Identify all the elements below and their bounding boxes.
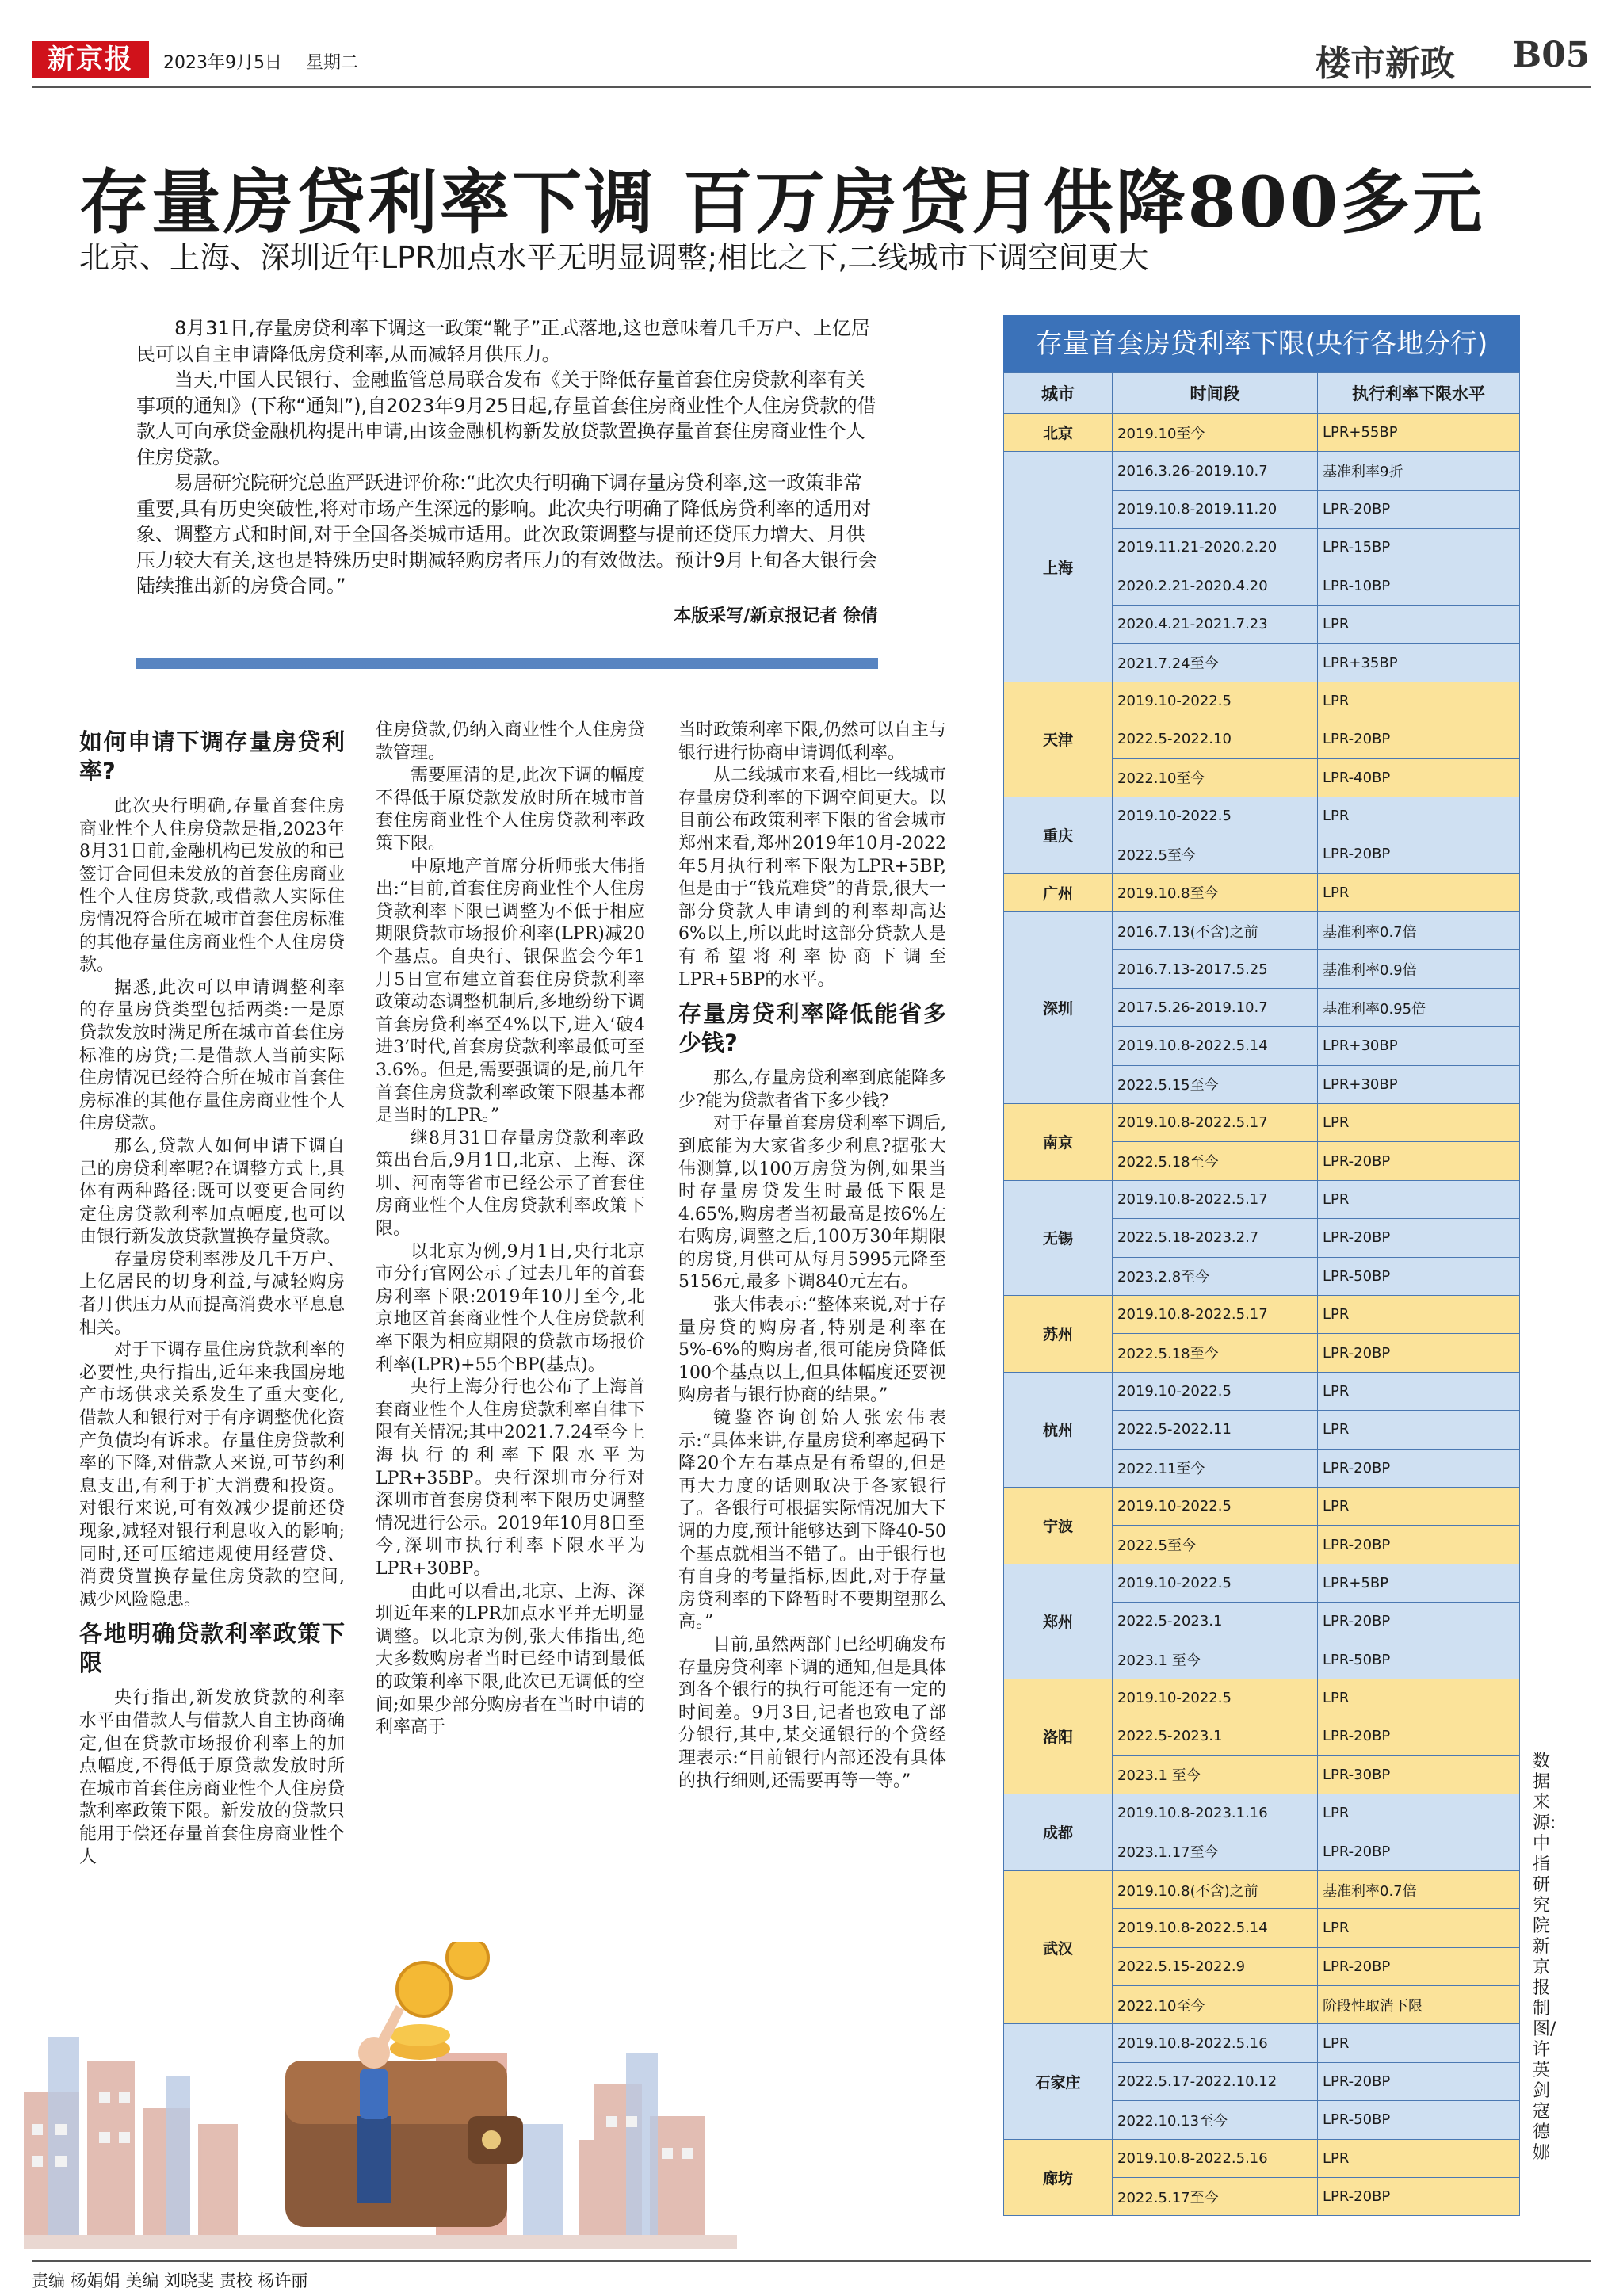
city-cell: 广州 (1004, 873, 1113, 911)
article-paragraph: 对于存量首套房贷利率下调后,到底能为大家省多少利息?据张大伟测算,以100万房贷为例,如果当时存量房贷发生时最低下限是4.65%,购房者当初最高是按6%左右购房,调整之后,100万30年期限的房贷,月供可从每月5995元降至5156元,最多下调840元左右。 (678, 1114, 946, 1293)
rate-cell: LPR+30BP (1318, 1065, 1520, 1103)
intro-divider (136, 658, 878, 669)
subheadline: 北京、上海、深圳近年LPR加点水平无明显调整;相比之下,二线城市下调空间更大 (79, 240, 1149, 275)
column-header-period: 时间段 (1113, 373, 1318, 414)
article-paragraph: 那么,贷款人如何申请下调自己的房贷利率呢?在调整方式上,具体有两种路径:既可以变更合同约定住房贷款利率加点幅度,也可以由银行新发放贷款置换存量贷款。 (79, 1136, 345, 1247)
rate-cell: LPR+30BP (1318, 1027, 1520, 1065)
article-paragraph: 由此可以看出,北京、上海、深圳近年来的LPR加点水平并无明显调整。以北京为例,张大伟指出,绝大多数购房者当时已经申请到最低的政策利率下限,此次已无调低的空间;如果少部分购房者在当时申请的利率高于 (376, 1581, 645, 1738)
period-cell: 2019.10-2022.5 (1113, 1487, 1318, 1525)
city-cell: 洛阳 (1004, 1679, 1113, 1794)
article-paragraph: 央行上海分行也公布了上海首套商业性个人住房贷款利率自律下限有关情况;其中2021.7.24至今上海执行的利率下限水平为LPR+35BP。央行深圳市分行对深圳市首套房贷利率下限历史调整情况进行公示。2019年10月8日至今,深圳市执行利率下限水平为LPR+30BP。 (376, 1377, 645, 1579)
period-cell: 2017.5.26-2019.10.7 (1113, 988, 1318, 1026)
period-cell: 2019.10.8-2022.5.17 (1113, 1104, 1318, 1142)
period-cell: 2022.5.18-2023.2.7 (1113, 1219, 1318, 1257)
city-cell: 北京 (1004, 414, 1113, 452)
period-cell: 2022.10至今 (1113, 758, 1318, 797)
article-column-3 (678, 720, 946, 1793)
period-cell: 2022.10.13至今 (1113, 2101, 1318, 2139)
article-column-1 (79, 720, 345, 1869)
period-cell: 2019.10.8-2022.5.17 (1113, 1295, 1318, 1333)
article-paragraph: 张大伟表示:“整体来说,对于存量房贷的购房者,特别是利率在5%-6%的购房者,很可能房贷降低100个基点以上,但具体幅度还要视购房者与银行协商的结果。” (678, 1295, 946, 1406)
rate-cell: 基准利率0.7倍 (1318, 912, 1520, 950)
period-cell: 2019.10.8-2022.5.16 (1113, 2024, 1318, 2062)
wallet-coins-illustration (24, 1942, 737, 2249)
city-cell: 无锡 (1004, 1180, 1113, 1295)
rate-cell: LPR-10BP (1318, 567, 1520, 605)
article-paragraph: 以北京为例,9月1日,央行北京市分行官网公示了过去几年的首套房利率下限:2019年10月至今,北京地区首套商业性个人住房贷款利率下限为相应期限的贷款市场报价利率(LPR)+55个BP(基点)。 (376, 1241, 645, 1375)
rate-cell: LPR+35BP (1318, 644, 1520, 682)
period-cell: 2019.10.8-2022.5.14 (1113, 1027, 1318, 1065)
period-cell: 2020.2.21-2020.4.20 (1113, 567, 1318, 605)
section-heading: 如何申请下调存量房贷利率? (79, 728, 345, 785)
rate-cell: LPR (1318, 1104, 1520, 1142)
rate-cell: LPR-20BP (1318, 2177, 1520, 2215)
table-row (1004, 1487, 1520, 1525)
article-column-2 (376, 720, 645, 1740)
period-cell: 2020.4.21-2021.7.23 (1113, 605, 1318, 643)
city-cell: 石家庄 (1004, 2024, 1113, 2139)
period-cell: 2022.5-2022.10 (1113, 720, 1318, 758)
footer-credits: 责编 杨娟娟 美编 刘晓斐 责校 杨许丽 (32, 2271, 308, 2290)
rate-cell: LPR-30BP (1318, 1755, 1520, 1794)
period-cell: 2019.10-2022.5 (1113, 1564, 1318, 1602)
rate-cell: LPR-40BP (1318, 758, 1520, 797)
rate-cell: LPR-20BP (1318, 1832, 1520, 1870)
table-row (1004, 1372, 1520, 1410)
article-paragraph: 据悉,此次可以申请调整利率的存量房贷类型包括两类:一是原贷款发放时满足所在城市首套住房标准的房贷;二是借款人当前实际住房情况已经符合所在城市首套住房标准的其他存量住房商业性个人住房贷款。 (79, 977, 345, 1134)
period-cell: 2016.7.13(不含)之前 (1113, 912, 1318, 950)
city-cell: 苏州 (1004, 1295, 1113, 1372)
rate-cell: LPR (1318, 797, 1520, 835)
rate-table (1003, 315, 1520, 2216)
intro-text (136, 315, 878, 599)
city-cell: 重庆 (1004, 797, 1113, 873)
table-row (1004, 2139, 1520, 2177)
rate-cell: LPR+5BP (1318, 1564, 1520, 1602)
period-cell: 2019.10.8-2019.11.20 (1113, 490, 1318, 528)
period-cell: 2019.10-2022.5 (1113, 797, 1318, 835)
city-cell: 廊坊 (1004, 2139, 1113, 2216)
rate-cell: LPR-20BP (1318, 1219, 1520, 1257)
period-cell: 2019.10.8-2022.5.17 (1113, 1180, 1318, 1218)
table-row (1004, 1794, 1520, 1832)
header-divider (32, 86, 1591, 88)
rate-cell: LPR (1318, 1372, 1520, 1410)
rate-cell: LPR (1318, 1679, 1520, 1717)
section-heading: 存量房贷利率降低能省多少钱? (678, 1000, 946, 1057)
rate-cell: 基准利率0.9倍 (1318, 950, 1520, 988)
rate-cell: LPR-20BP (1318, 835, 1520, 873)
section-title: 楼市新政 (1316, 44, 1455, 84)
period-cell: 2019.10.8-2022.5.14 (1113, 1909, 1318, 1947)
column-header-rate: 执行利率下限水平 (1318, 373, 1520, 414)
table-row (1004, 1564, 1520, 1602)
city-cell: 宁波 (1004, 1487, 1113, 1564)
table-row (1004, 912, 1520, 950)
rate-cell: LPR-15BP (1318, 529, 1520, 567)
rate-cell: LPR (1318, 1794, 1520, 1832)
article-paragraph: 那么,存量房贷利率到底能降多少?能为贷款者省下多少钱? (678, 1068, 946, 1111)
period-cell: 2022.5.17至今 (1113, 2177, 1318, 2215)
period-cell: 2022.5.15-2022.9 (1113, 1947, 1318, 1985)
rate-cell: LPR (1318, 1295, 1520, 1333)
section-heading: 各地明确贷款利率政策下限 (79, 1620, 345, 1677)
column-header-city: 城市 (1004, 373, 1113, 414)
period-cell: 2022.5-2022.11 (1113, 1411, 1318, 1449)
article-paragraph: 目前,虽然两部门已经明确发布存量房贷利率下调的通知,但是具体到各个银行的执行可能还有一定的时间差。9月3日,记者也致电了部分银行,其中,某交通银行的个贷经理表示:“目前银行内部还没有具体的执行细则,还需要再等一等。” (678, 1634, 946, 1791)
article-paragraph: 央行指出,新发放贷款的利率水平由借款人与借款人自主协商确定,但在贷款市场报价利率上的加点幅度,不得低于原贷款发放时所在城市首套住房商业性个人住房贷款利率政策下限。新发放的贷款只能用于偿还存量首套住房商业性个人 (79, 1688, 345, 1867)
rate-cell: LPR (1318, 1909, 1520, 1947)
period-cell: 2019.10至今 (1113, 414, 1318, 452)
rate-cell: LPR-20BP (1318, 1717, 1520, 1755)
rate-cell: 基准利率0.7倍 (1318, 1870, 1520, 1908)
footer-divider (32, 2260, 1591, 2262)
article-paragraph: 需要厘清的是,此次下调的幅度不得低于原贷款发放时所在城市首套住房商业性个人住房贷款利率政策下限。 (376, 766, 645, 854)
rate-cell: LPR (1318, 682, 1520, 720)
city-cell: 南京 (1004, 1104, 1113, 1181)
rate-cell: 基准利率9折 (1318, 452, 1520, 490)
table-title: 存量首套房贷利率下限(央行各地分行) (1003, 315, 1520, 372)
table-row (1004, 1679, 1520, 1717)
table-row (1004, 873, 1520, 911)
article-paragraph: 中原地产首席分析师张大伟指出:“目前,首套住房商业性个人住房贷款利率下限已调整为不低于相应期限贷款市场报价利率(LPR)减20个基点。自央行、银保监会今年1月5日宣布建立首套住房贷款利率政策动态调整机制后,多地纷纷下调首套房贷利率至4%以下,进入‘破4进3’时代,首套房贷款利率最低可至3.6%。但是,需要强调的是,前几年首套住房贷款利率政策下限基本都是当时的LPR。” (376, 856, 645, 1126)
rate-cell: LPR-20BP (1318, 1449, 1520, 1487)
period-cell: 2022.5.18至今 (1113, 1334, 1318, 1372)
city-cell: 郑州 (1004, 1564, 1113, 1679)
period-cell: 2022.5-2023.1 (1113, 1603, 1318, 1641)
period-cell: 2019.10-2022.5 (1113, 682, 1318, 720)
rate-cell: LPR-20BP (1318, 720, 1520, 758)
period-cell: 2022.5-2023.1 (1113, 1717, 1318, 1755)
rate-cell: LPR-50BP (1318, 1257, 1520, 1295)
period-cell: 2022.10至今 (1113, 1986, 1318, 2024)
intro-paragraph: 8月31日,存量房贷利率下调这一政策“靴子”正式落地,这也意味着几千万户、上亿居民可以自主申请降低房贷利率,从而减轻月供压力。 (136, 317, 870, 365)
rate-cell: LPR-20BP (1318, 1947, 1520, 1985)
intro-paragraph: 易居研究院研究总监严跃进评价称:“此次央行明确下调存量房贷利率,这一政策非常重要,具有历史突破性,将对市场产生深远的影响。此次央行明确了降低房贷利率的适用对象、调整方式和时间,对于全国各类城市适用。此次政策调整与提前还贷压力增大、月供压力较大有关,这也是特殊历史时期减轻购房者压力的有效做法。预计9月上旬各大银行会陆续推出新的房贷合同。” (136, 472, 877, 597)
period-cell: 2023.1 至今 (1113, 1641, 1318, 1679)
rate-cell: LPR-20BP (1318, 490, 1520, 528)
article-paragraph: 当时政策利率下限,仍然可以自主与银行进行协商申请调低利率。 (678, 720, 946, 763)
article-paragraph: 镜鉴咨询创始人张宏伟表示:“具体来讲,存量房贷利率起码下降20个左右基点是有希望的,但是再大力度的话则取决于各家银行了。各银行可根据实际情况加大下调的力度,预计能够达到下降40-50个基点就相当不错了。由于银行也有自身的考量指标,因此,对于存量房贷利率的下降暂时不要期望那么高。” (678, 1408, 946, 1633)
rate-cell: LPR (1318, 873, 1520, 911)
rate-table-grid (1003, 372, 1520, 2216)
article-paragraph: 对于下调存量住房贷款利率的必要性,央行指出,近年来我国房地产市场供求关系发生了重大变化,借款人和银行对于有序调整优化资产负债均有诉求。存量住房贷款利率的下降,对借款人来说,可节约利息支出,有利于扩大消费和投资。对银行来说,可有效减少提前还贷现象,减轻对银行利息收入的影响;同时,还可压缩违规使用经营贷、消费贷置换存量住房贷款的空间,减少风险隐患。 (79, 1340, 345, 1610)
rate-cell: LPR (1318, 1411, 1520, 1449)
period-cell: 2019.10.8至今 (1113, 873, 1318, 911)
city-cell: 武汉 (1004, 1870, 1113, 2024)
table-row (1004, 1180, 1520, 1218)
period-cell: 2019.11.21-2020.2.20 (1113, 529, 1318, 567)
period-cell: 2016.3.26-2019.10.7 (1113, 452, 1318, 490)
period-cell: 2019.10.8-2022.5.16 (1113, 2139, 1318, 2177)
period-cell: 2021.7.24至今 (1113, 644, 1318, 682)
rate-cell: LPR (1318, 2139, 1520, 2177)
article-paragraph: 住房贷款,仍纳入商业性个人住房贷款管理。 (376, 720, 645, 763)
rate-cell: LPR-20BP (1318, 1334, 1520, 1372)
period-cell: 2023.1.17至今 (1113, 1832, 1318, 1870)
table-row (1004, 1870, 1520, 1908)
period-cell: 2019.10.8(不含)之前 (1113, 1870, 1318, 1908)
city-cell: 天津 (1004, 682, 1113, 797)
data-source-credit: 数据来源:中指研究院 新京报制图/许英剑 寇德娜 (1533, 1752, 1556, 2163)
byline: 本版采写/新京报记者 徐倩 (674, 606, 878, 626)
table-row (1004, 682, 1520, 720)
rate-cell: LPR+55BP (1318, 414, 1520, 452)
rate-cell: LPR-50BP (1318, 1641, 1520, 1679)
table-row (1004, 797, 1520, 835)
period-cell: 2019.10-2022.5 (1113, 1679, 1318, 1717)
period-cell: 2023.1 至今 (1113, 1755, 1318, 1794)
rate-cell: 基准利率0.95倍 (1318, 988, 1520, 1026)
period-cell: 2023.2.8至今 (1113, 1257, 1318, 1295)
rate-cell: 阶段性取消下限 (1318, 1986, 1520, 2024)
city-cell: 深圳 (1004, 912, 1113, 1104)
masthead-logo: 新京报 (32, 41, 149, 78)
table-row (1004, 414, 1520, 452)
table-row (1004, 1295, 1520, 1333)
rate-cell: LPR-20BP (1318, 1603, 1520, 1641)
rate-cell: LPR (1318, 605, 1520, 643)
rate-cell: LPR-20BP (1318, 2062, 1520, 2100)
article-paragraph: 存量房贷利率涉及几千万户、上亿居民的切身利益,与减轻购房者月供压力从而提高消费水平息息相关。 (79, 1249, 345, 1338)
period-cell: 2022.5.18至今 (1113, 1142, 1318, 1180)
rate-cell: LPR-20BP (1318, 1526, 1520, 1564)
rate-cell: LPR-20BP (1318, 1142, 1520, 1180)
issue-date: 2023年9月5日 (163, 53, 282, 73)
article-paragraph: 继8月31日存量房贷款利率政策出台后,9月1日,北京、上海、深圳、河南等省市已经公示了首套住房商业性个人住房贷款利率政策下限。 (376, 1128, 645, 1240)
rate-cell: LPR (1318, 1180, 1520, 1218)
table-row (1004, 452, 1520, 490)
headline: 存量房贷利率下调 百万房贷月供降800多元 (79, 161, 1485, 243)
period-cell: 2022.5.17-2022.10.12 (1113, 2062, 1318, 2100)
city-cell: 上海 (1004, 452, 1113, 682)
period-cell: 2016.7.13-2017.5.25 (1113, 950, 1318, 988)
article-paragraph: 此次央行明确,存量首套住房商业性个人住房贷款是指,2023年8月31日前,金融机构已发放的和已签订合同但未发放的首套住房商业性个人住房贷款,或借款人实际住房情况符合所在城市首套住房标准的其他存量住房商业性个人住房贷款。 (79, 797, 345, 976)
intro-paragraph: 当天,中国人民银行、金融监管总局联合发布《关于降低存量首套住房贷款利率有关事项的通知》(下称“通知”),自2023年9月25日起,存量首套住房商业性个人住房贷款的借款人可向承贷金融机构提出申请,由该金融机构新发放贷款置换存量首套住房商业性个人住房贷款。 (136, 369, 876, 468)
period-cell: 2022.5至今 (1113, 835, 1318, 873)
rate-cell: LPR (1318, 2024, 1520, 2062)
period-cell: 2022.5至今 (1113, 1526, 1318, 1564)
period-cell: 2022.5.15至今 (1113, 1065, 1318, 1103)
table-row (1004, 1104, 1520, 1142)
article-paragraph: 从二线城市来看,相比一线城市存量房贷利率的下调空间更大。以目前公布政策利率下限的省会城市郑州来看,郑州2019年10月-2022年5月执行利率下限为LPR+5BP,但是由于“钱荒难贷”的背景,很大一部分贷款人申请到的利率却高达6%以上,所以此时这部分贷款人是有希望将利率协商下调至LPR+5BP的水平。 (678, 766, 946, 990)
issue-weekday: 星期二 (306, 53, 359, 73)
rate-cell: LPR (1318, 1487, 1520, 1525)
rate-cell: LPR-50BP (1318, 2101, 1520, 2139)
city-cell: 成都 (1004, 1794, 1113, 1871)
city-cell: 杭州 (1004, 1372, 1113, 1487)
period-cell: 2022.11至今 (1113, 1449, 1318, 1487)
period-cell: 2019.10-2022.5 (1113, 1372, 1318, 1410)
page-number: B05 (1512, 35, 1591, 75)
table-row (1004, 2024, 1520, 2062)
period-cell: 2019.10.8-2023.1.16 (1113, 1794, 1318, 1832)
